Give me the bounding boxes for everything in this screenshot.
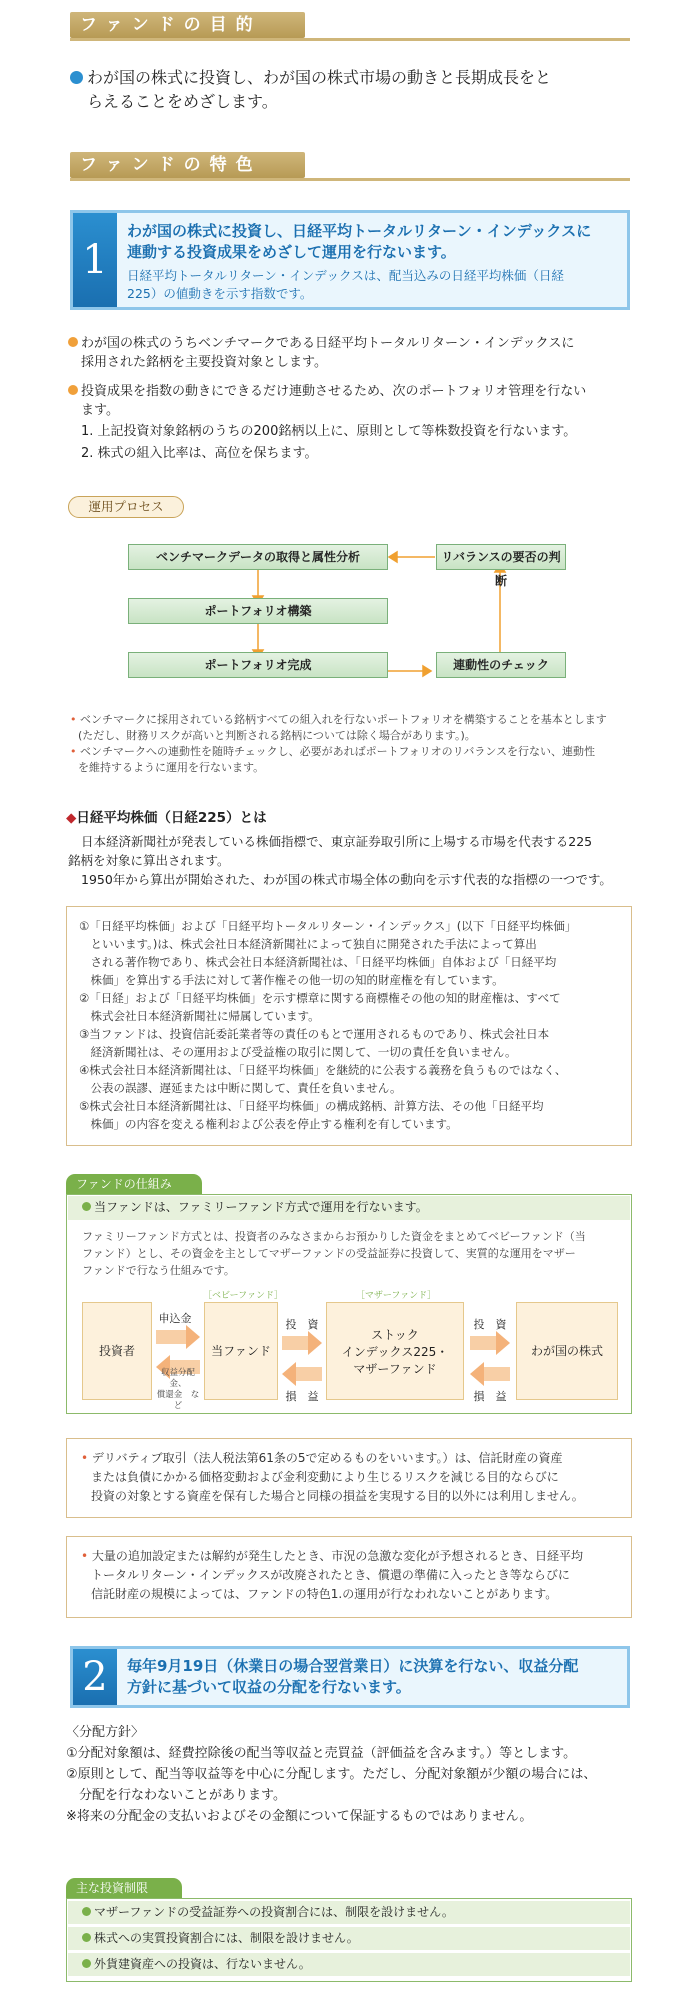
bullet-icon: [82, 1933, 91, 1942]
process-notes: • ベンチマークに採用されている銘柄すべての組入れを行ないポートフォリオを構築することを基本とします (ただし、財務リスクが高いと判断される銘柄については除く場合があります。)。 • ベンチマークへの連動性を随時チェックし、必要があればポートフォリオのリバランスを行ない、連動性 を維持するように運用を行ないます。: [70, 712, 650, 776]
mechanism-tab: ファンドの仕組み: [66, 1174, 202, 1194]
caution-text: • 大量の追加設定または解約が発生したとき、市況の急激な変化が予想されるとき、日経平均 トータルリターン・インデックスが改廃されたとき、償還の準備に入ったとき等ならびに 信託財産の規模によっては、ファンドの特色1.の運用が行なわれないことがあります。: [81, 1547, 583, 1604]
apply-label: 申込金: [158, 1312, 192, 1325]
mechanism-desc-line1: ファミリーファンド方式とは、投資者のみなさまからお預かりした資金をまとめてベビーファンド（当: [82, 1230, 586, 1243]
bullet-icon: [82, 1202, 91, 1211]
mechanism-desc-line2: ファンド）とし、その資金を主としてマザーファンドの受益証券に投資して、実質的な運用をマザー: [82, 1247, 576, 1260]
mother-line1: ストック: [371, 1328, 419, 1342]
disclaimer-line: 株価」の内容を変える権利および公表を停止する権利を有しています。: [79, 1117, 458, 1131]
list-item-2: 2. 株式の組入比率は、高位を保ちます。: [81, 446, 318, 461]
features-header-label: ファンドの特色: [70, 152, 305, 178]
point2-line2: ます。: [81, 403, 119, 418]
header-rule: [70, 38, 630, 41]
feature-1-box: [70, 210, 630, 310]
feature-point-1: [68, 334, 648, 372]
apply-arrow: [156, 1330, 186, 1344]
features-header: [70, 152, 630, 182]
point2-line1: 投資成果を指数の動きにできるだけ連動させるため、次のポートフォリオ管理を行ない: [81, 384, 587, 399]
caution-box: [66, 1536, 632, 1618]
disclaimer-line: といいます。)は、株式会社日本経済新聞社によって独自に開発された手法によって算出: [79, 937, 537, 951]
mother-fund-box: [326, 1302, 464, 1400]
redeem-line2: 償還金 など: [156, 1390, 200, 1411]
point1-line2: 採用された銘柄を主要投資対象とします。: [81, 355, 327, 370]
bullet-icon: [82, 1959, 91, 1968]
profit-arrow-2: [484, 1367, 510, 1381]
redeem-line1: 収益分配金、: [160, 1368, 195, 1389]
purpose-header-label: ファンドの目的: [70, 12, 305, 38]
feature-1-title-line2: 連動する投資成果をめざして運用を行ないます。: [127, 243, 456, 261]
restriction-item: [68, 1901, 630, 1924]
derivative-line2: または負債にかかる価格変動および金利変動により生じるリスクを減じる目的ならびに: [91, 1470, 559, 1484]
disclaimer-box: [66, 906, 632, 1146]
restriction-item: [68, 1953, 630, 1976]
purpose-line1: わが国の株式に投資し、わが国の株式市場の動きと長期成長をと: [87, 68, 552, 87]
distribution-item2-line1: ②原則として、配当等収益等を中心に分配します。ただし、分配対象額が少額の場合には、: [66, 1767, 597, 1782]
feature-1-title-line1: わが国の株式に投資し、日経平均トータルリターン・インデックスに: [127, 222, 592, 240]
this-fund-box: 当ファンド: [204, 1302, 278, 1400]
purpose-text: [70, 66, 640, 114]
feature-1-sub-line1: 日経平均トータルリターン・インデックスは、配当込みの日経平均株価（日経: [127, 268, 564, 283]
process-box-benchmark: ベンチマークデータの取得と属性分析: [128, 544, 388, 570]
distribution-policy: [66, 1722, 646, 1827]
disclaimer-line: 経済新聞社は、その運用および受益権の取引に関して、一切の責任を負いません。: [79, 1045, 517, 1059]
distribution-item1: ①分配対象額は、経費控除後の配当等収益と売買益（評価益を含みます。）等とします。: [66, 1746, 577, 1761]
distribution-item2-line2: 分配を行なわないことがあります。: [66, 1788, 286, 1803]
restriction-text: マザーファンドの受益証券への投資割合には、制限を設けません。: [94, 1905, 454, 1919]
disclaimer-line: 株式会社日本経済新聞社に帰属しています。: [79, 1009, 320, 1023]
disclaimer-text: [79, 917, 576, 1133]
disclaimer-line: ①「日経平均株価」および「日経平均トータルリターン・インデックス」(以下「日経平均株価」: [79, 919, 577, 933]
bullet-icon: [68, 337, 78, 347]
mother-fund-label: ［マザーファンド］: [355, 1291, 437, 1301]
baby-fund-label: ［ベビーファンド］: [202, 1291, 283, 1301]
process-label: 運用プロセス: [68, 496, 184, 518]
process-note2-line1: ベンチマークへの連動性を随時チェックし、必要があればポートフォリオのリバランスを行ない、連動性: [80, 745, 596, 758]
derivative-text: • デリバティブ取引（法人税法第61条の5で定めるものをいいます。）は、信託財産の資産 または負債にかかる価格変動および金利変動により生じるリスクを減じる目的ならびに 投資の対象とする資産を保有した場合と同様の損益を実現する目的以外には利用しません。: [81, 1449, 584, 1506]
nikkei-heading-text: 日経平均株価（日経225）とは: [76, 810, 267, 826]
process-box-complete: ポートフォリオ完成: [128, 652, 388, 678]
process-box-rebalance: リバランスの要否の判断: [436, 544, 566, 570]
invest-arrow-2: [470, 1336, 496, 1350]
mechanism-band: [68, 1196, 630, 1220]
mechanism-description: [82, 1228, 622, 1279]
feature-point-2: [68, 382, 648, 463]
mother-line2: インデックス225・: [341, 1345, 449, 1359]
bullet-icon: [70, 71, 83, 84]
derivative-line3: 投資の対象とする資産を保有した場合と同様の損益を実現する目的以外には利用しません。: [91, 1489, 584, 1503]
feature-2-number: 2: [73, 1649, 117, 1705]
purpose-header: [70, 12, 630, 42]
restrictions-tab: 主な投資制限: [66, 1878, 182, 1898]
redeem-label: [156, 1368, 200, 1412]
invest-label-1: 投 資: [285, 1318, 319, 1331]
arrow-right-icon: [496, 1331, 510, 1355]
caution-line2: トータルリターン・インデックスが改廃されたとき、償還の準備に入ったとき等ならびに: [91, 1568, 570, 1582]
process-note2-line2: を維持するように運用を行ないます。: [78, 761, 265, 774]
invest-label-2: 投 資: [473, 1318, 507, 1331]
restriction-item: [68, 1927, 630, 1950]
header-rule: [70, 178, 630, 181]
arrow-left-icon: [282, 1362, 296, 1386]
feature-2-title: [127, 1656, 578, 1698]
distribution-heading: 〈分配方針〉: [66, 1725, 145, 1740]
caution-line1: 大量の追加設定または解約が発生したとき、市況の急激な変化が予想されるとき、日経平均: [91, 1549, 583, 1563]
investor-box: 投資者: [82, 1302, 152, 1400]
feature-2-title-line2: 方針に基づいて収益の分配を行ないます。: [127, 1678, 411, 1696]
bullet-icon: [68, 385, 78, 395]
derivative-line1: デリバティブ取引（法人税法第61条の5で定めるものをいいます。）は、信託財産の資産: [91, 1451, 563, 1465]
bullet-icon: [82, 1907, 91, 1916]
mechanism-desc-line3: ファンドで行なう仕組みです。: [82, 1264, 235, 1277]
derivative-box: [66, 1438, 632, 1518]
invest-arrow-1: [282, 1336, 308, 1350]
list-item-1: 1. 上記投資対象銘柄のうちの200銘柄以上に、原則として等株数投資を行ないます。: [81, 424, 577, 439]
feature-1-title: [127, 221, 591, 263]
japan-stocks-box: わが国の株式: [516, 1302, 618, 1400]
process-note1-line1: ベンチマークに採用されている銘柄すべての組入れを行ないポートフォリオを構築することを基本とします: [80, 713, 607, 726]
mother-line3: マザーファンド: [353, 1362, 437, 1376]
diamond-icon: ◆: [66, 810, 77, 826]
mechanism-band-text: 当ファンドは、ファミリーファンド方式で運用を行ないます。: [94, 1200, 428, 1214]
nikkei-p1-line2: 銘柄を対象に算出されます。: [68, 853, 230, 868]
disclaimer-line: 公表の誤謬、遅延または中断に関して、責任を負いません。: [79, 1081, 402, 1095]
distribution-note: ※将来の分配金の支払いおよびその金額について保証するものではありません。: [66, 1809, 533, 1824]
feature-1-subtitle: [127, 267, 564, 303]
nikkei-description: [68, 832, 648, 889]
caution-line3: 信託財産の規模によっては、ファンドの特色1.の運用が行なわれないことがあります。: [91, 1587, 558, 1601]
disclaimer-line: 株価」を算出する手法に対して著作権その他一切の知的財産権を有しています。: [79, 973, 504, 987]
restriction-text: 株式への実質投資割合には、制限を設けません。: [94, 1931, 359, 1945]
nikkei-p2: 1950年から算出が開始された、わが国の株式市場全体の動向を示す代表的な指標の一つです。: [81, 872, 612, 887]
profit-label-1: 損 益: [285, 1390, 319, 1403]
disclaimer-line: ⑤株式会社日本経済新聞社は、「日経平均株価」の構成銘柄、計算方法、その他「日経平均: [79, 1099, 544, 1113]
profit-label-2: 損 益: [473, 1390, 507, 1403]
feature-1-number: 1: [73, 213, 117, 307]
restriction-text: 外貨建資産への投資は、行ないません。: [94, 1957, 311, 1971]
process-note1-line2: (ただし、財務リスクが高いと判断される銘柄については除く場合があります。)。: [78, 729, 476, 742]
feature-2-title-line1: 毎年9月19日（休業日の場合翌営業日）に決算を行ない、収益分配: [127, 1657, 579, 1675]
nikkei-p1-line1: 日本経済新聞社が発表している株価指標で、東京証券取引所に上場する市場を代表する225: [81, 834, 593, 849]
disclaimer-line: される著作物であり、株式会社日本経済新聞社は、「日経平均株価」自体および「日経平均: [79, 955, 557, 969]
point1-line1: わが国の株式のうちベンチマークである日経平均トータルリターン・インデックスに: [81, 336, 575, 351]
disclaimer-line: ②「日経」および「日経平均株価」を示す標章に関する商標権その他の知的財産権は、すべて: [79, 991, 561, 1005]
purpose-line2: らえることをめざします。: [87, 92, 278, 111]
arrow-right-icon: [186, 1325, 200, 1349]
process-box-build: ポートフォリオ構築: [128, 598, 388, 624]
arrow-right-icon: [308, 1331, 322, 1355]
arrow-left-icon: [470, 1362, 484, 1386]
nikkei-heading: [66, 806, 267, 826]
feature-2-box: [70, 1646, 630, 1708]
process-box-check: 連動性のチェック: [436, 652, 566, 678]
disclaimer-line: ③当ファンドは、投資信託委託業者等の責任のもとで運用されるものであり、株式会社日本: [79, 1027, 550, 1041]
profit-arrow-1: [296, 1367, 322, 1381]
disclaimer-line: ④株式会社日本経済新聞社は、「日経平均株価」を継続的に公表する義務を負うものではなく、: [79, 1063, 567, 1077]
feature-1-sub-line2: 225）の値動きを示す指数です。: [127, 286, 313, 301]
